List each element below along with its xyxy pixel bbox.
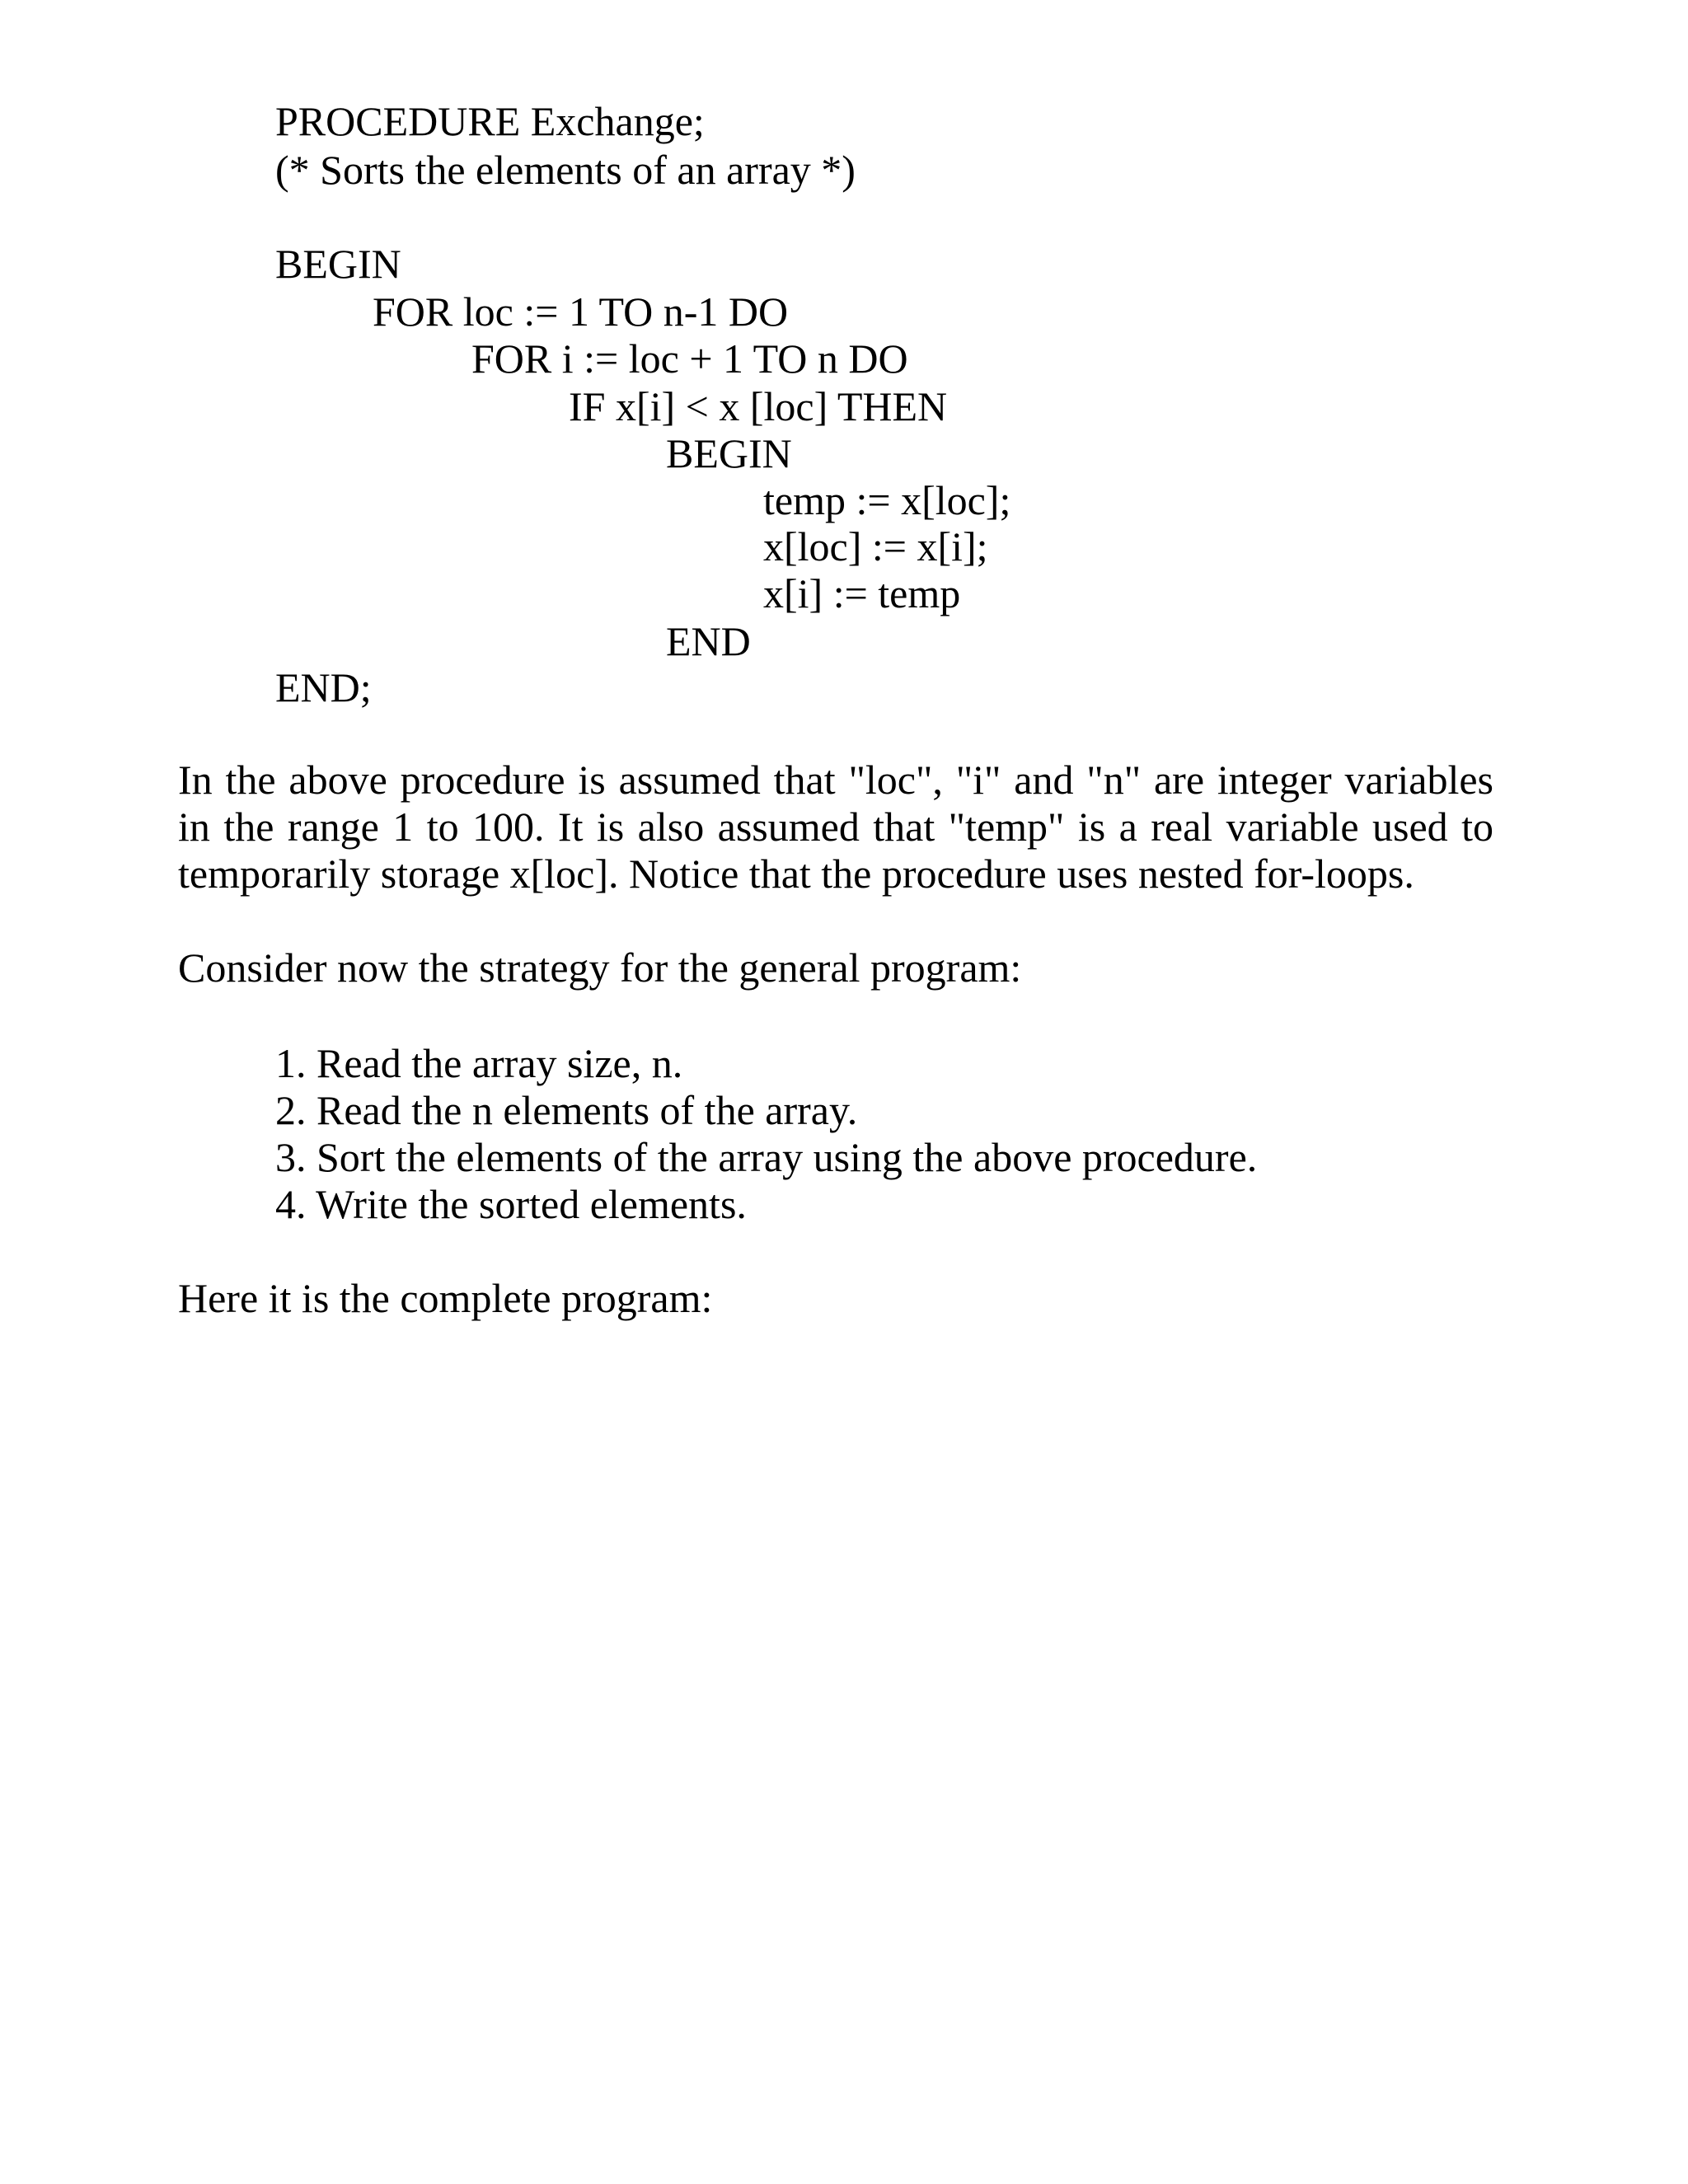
explanation-line-1: In the above procedure is assumed that "loc", "i" and "n" are integer variables	[178, 757, 1493, 803]
code-line-temp-assign: temp := x[loc];	[763, 477, 1011, 523]
code-line-procedure-header: PROCEDURE Exchange;	[275, 98, 705, 144]
explanation-line-2: in the range 1 to 100. It is also assumed that "temp" is a real variable used to	[178, 804, 1493, 850]
code-line-if: IF x[i] < x [loc] THEN	[569, 383, 948, 429]
list-item: 4. Write the sorted elements.	[275, 1181, 747, 1227]
code-line-outer-for: FOR loc := 1 TO n-1 DO	[373, 288, 789, 335]
code-line-restore-assign: x[i] := temp	[763, 570, 961, 616]
complete-program-intro: Here it is the complete program:	[178, 1275, 713, 1321]
code-line-begin: BEGIN	[275, 241, 401, 287]
explanation-line-3: temporarily storage x[loc]. Notice that the procedure uses nested for-loops.	[178, 851, 1414, 897]
code-line-inner-end: END	[666, 618, 751, 664]
code-line-swap-assign: x[loc] := x[i];	[763, 523, 988, 569]
explanation-paragraph	[178, 757, 1493, 898]
code-line-comment: (* Sorts the elements of an array *)	[275, 147, 856, 193]
strategy-intro: Consider now the strategy for the general program:	[178, 944, 1022, 991]
strategy-steps-list	[275, 1040, 1257, 1228]
list-item: 1. Read the array size, n.	[275, 1040, 683, 1086]
list-item: 2. Read the n elements of the array.	[275, 1087, 858, 1133]
code-line-end: END;	[275, 664, 372, 710]
code-line-inner-for: FOR i := loc + 1 TO n DO	[471, 335, 908, 382]
code-line-inner-begin: BEGIN	[666, 430, 792, 476]
list-item: 3. Sort the elements of the array using the above procedure.	[275, 1134, 1258, 1180]
